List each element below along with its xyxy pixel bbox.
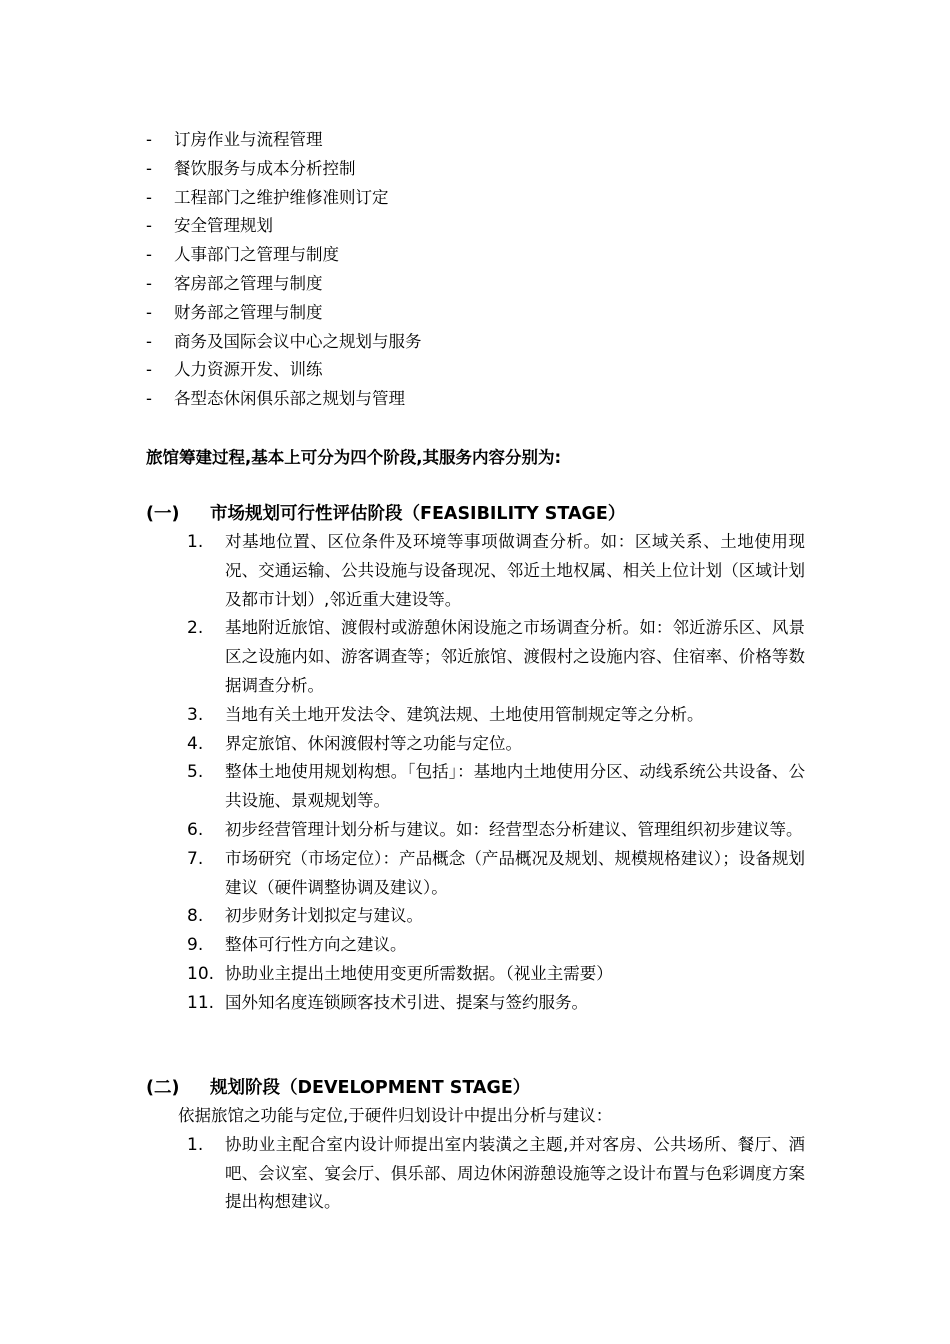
list-item-text: 安全管理规划 <box>174 216 273 236</box>
list-item-text: 工程部门之维护维修准则订定 <box>174 187 389 207</box>
list-item <box>146 184 846 213</box>
stage-number: (一) <box>146 504 180 524</box>
list-marker: - <box>146 360 152 380</box>
stage-heading <box>146 1074 826 1102</box>
list-item <box>146 155 846 184</box>
list-item <box>146 212 846 241</box>
item-number: 2. <box>187 618 204 639</box>
list-item-text: 商务及国际会议中心之规划与服务 <box>174 331 422 351</box>
stage-feasibility <box>146 500 826 1018</box>
numbered-item <box>146 845 805 903</box>
list-marker: - <box>146 130 152 149</box>
list-item <box>146 385 846 414</box>
list-marker: - <box>146 245 152 265</box>
list-marker: - <box>146 158 152 178</box>
item-text: 初步财务计划拟定与建议。 <box>225 906 423 926</box>
item-text: 界定旅馆、休闲渡假村等之功能与定位。 <box>225 733 522 753</box>
numbered-item <box>146 989 805 1018</box>
numbered-item <box>146 528 805 614</box>
item-number: 7. <box>187 848 204 869</box>
stage-description: 依据旅馆之功能与定位,于硬件归划设计中提出分析与建议： <box>178 1106 613 1125</box>
item-text: 整体土地使用规划构想。「包括」：基地内土地使用分区、动线系统公共设备、公共设施、景观规划等。 <box>225 762 805 811</box>
item-number: 5. <box>187 762 204 783</box>
item-text: 市场研究（市场定位）：产品概念（产品概况及规划、规模规格建议）；设备规划建议（硬件调整协调及建议）。 <box>225 848 805 897</box>
numbered-item <box>146 902 805 931</box>
numbered-item <box>146 960 805 989</box>
item-number: 9. <box>187 935 204 956</box>
item-number: 6. <box>187 819 204 840</box>
list-item-text: 客房部之管理与制度 <box>174 273 323 293</box>
list-marker: - <box>146 273 152 293</box>
list-marker: - <box>146 187 152 207</box>
list-item-text: 餐饮服务与成本分析控制 <box>174 158 356 178</box>
list-item <box>146 241 846 270</box>
item-text: 对基地位置、区位条件及环境等事项做调查分析。如：区域关系、土地使用现况、交通运输、公共设施与设备现况、邻近土地权属、相关上位计划（区域计划及都市计划）,邻近重大建设等。 <box>225 532 805 609</box>
list-marker: - <box>146 216 152 236</box>
intro-text: 旅馆筹建过程,基本上可分为四个阶段,其服务内容分别为: <box>146 448 562 467</box>
item-text: 协助业主提出土地使用变更所需数据。（视业主需要） <box>225 963 613 983</box>
item-number: 11. <box>187 992 215 1013</box>
numbered-item <box>146 1131 805 1217</box>
item-text: 初步经营管理计划分析与建议。如：经营型态分析建议、管理组织初步建议等。 <box>225 819 803 839</box>
list-item-text: 订房作业与流程管理 <box>174 130 323 149</box>
item-text: 整体可行性方向之建议。 <box>225 935 407 955</box>
list-item-text: 财务部之管理与制度 <box>174 302 323 322</box>
stage-title: 规划阶段（DEVELOPMENT STAGE） <box>210 1078 531 1098</box>
list-item <box>146 299 846 328</box>
item-text: 基地附近旅馆、渡假村或游憩休闲设施之市场调查分析。如：邻近游乐区、风景区之设施内如、游客调查等；邻近旅馆、渡假村之设施内容、住宿率、价格等数据调查分析。 <box>225 618 805 695</box>
stage-number: (二) <box>146 1078 180 1098</box>
stage-heading <box>146 500 826 528</box>
list-marker: - <box>146 389 152 409</box>
item-number: 4. <box>187 733 204 754</box>
item-number: 1. <box>187 532 204 552</box>
list-marker: - <box>146 331 152 351</box>
item-number: 10. <box>187 963 215 984</box>
item-number: 1. <box>187 1134 204 1155</box>
list-marker: - <box>146 302 152 322</box>
list-item <box>146 126 846 155</box>
list-item <box>146 270 846 299</box>
item-text: 协助业主配合室内设计师提出室内装潢之主题,并对客房、公共场所、餐厅、酒吧、会议室、宴会厅、俱乐部、周边休闲游憩设施等之设计布置与色彩调度方案提出构想建议。 <box>225 1134 805 1212</box>
item-number: 8. <box>187 906 204 927</box>
stage-title: 市场规划可行性评估阶段（FEASIBILITY STAGE） <box>210 504 626 524</box>
numbered-item <box>146 758 805 816</box>
stage-development <box>146 1074 826 1217</box>
list-item-text: 人事部门之管理与制度 <box>174 245 339 265</box>
item-text: 国外知名度连锁顾客技术引进、提案与签约服务。 <box>225 992 588 1012</box>
list-item <box>146 328 846 357</box>
numbered-item <box>146 816 805 845</box>
numbered-item <box>146 931 805 960</box>
list-item <box>146 356 846 385</box>
stage-item-list <box>146 1131 826 1217</box>
stage-item-list <box>146 528 826 1018</box>
numbered-item <box>146 730 805 759</box>
numbered-item <box>146 701 805 730</box>
numbered-item <box>146 614 805 700</box>
item-text: 当地有关土地开发法令、建筑法规、土地使用管制规定等之分析。 <box>225 704 704 724</box>
item-number: 3. <box>187 704 204 725</box>
list-item-text: 人力资源开发、训练 <box>174 360 323 380</box>
list-item-text: 各型态休闲俱乐部之规划与管理 <box>174 389 405 409</box>
service-list <box>146 126 846 414</box>
